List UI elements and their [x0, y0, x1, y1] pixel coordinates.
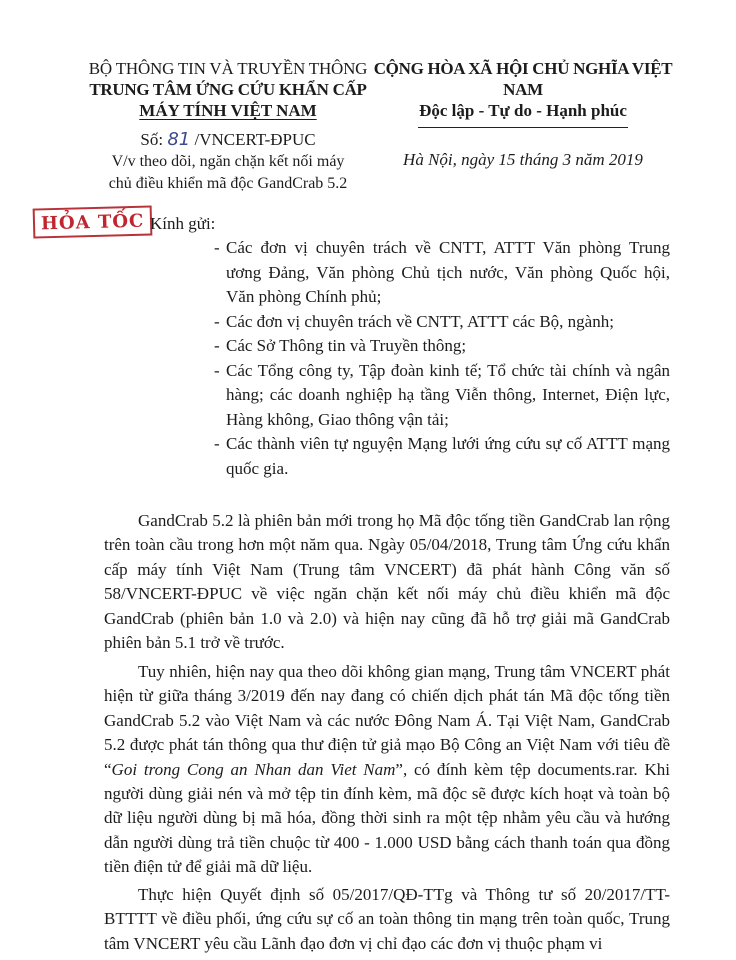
- urgent-stamp: HỎA TỐC: [33, 205, 153, 238]
- recipient-list: [214, 236, 670, 481]
- agency-name-line1: TRUNG TÂM ỨNG CỨU KHẨN CẤP: [89, 80, 367, 99]
- paragraph-3: [104, 883, 670, 956]
- national-motto: Độc lập - Tự do - Hạnh phúc: [419, 101, 627, 120]
- paragraph-2: [104, 660, 670, 880]
- national-header-block: [362, 58, 684, 170]
- issuer-block: [78, 58, 378, 194]
- subject-line-2: chủ điều khiển mã độc GandCrab 5.2: [108, 175, 348, 192]
- email-subject-quote: Goi trong Cong an Nhan dan Viet Nam: [111, 759, 396, 779]
- recipient-item: - Các Tổng công ty, Tập đoàn kinh tế; Tổ chức tài chính và ngân hàng; các doanh nghiệp hạ tầng Viễn thông, Internet, Điện lực, Hàng không, Giao thông vận tải;: [214, 359, 670, 433]
- paragraph-text: [104, 660, 670, 880]
- place-date: Hà Nội, ngày 15 tháng 3 năm 2019: [403, 150, 643, 169]
- doc-number-label: Số:: [140, 130, 164, 149]
- doc-number-suffix: /VNCERT-ĐPUC: [194, 130, 316, 149]
- recipient-item: - Các thành viên tự nguyện Mạng lưới ứng cứu sự cố ATTT mạng quốc gia.: [214, 432, 670, 481]
- paragraph-text-before: Tuy nhiên, hiện nay qua theo dõi không gian mạng, Trung tâm VNCERT phát hiện từ giữa tháng 3/2019 đến nay đang có chiến dịch phát tán Mã độc tống tiền GandCrab 5.2 vào Việt Nam và các nước Đông Nam Á. Tại Việt Nam, GandCrab 5.2 được phát tán thông qua thư điện tử giả mạo Bộ Công an Việt Nam với tiêu đề “: [104, 662, 670, 779]
- greeting: Kính gửi:: [150, 214, 216, 233]
- recipient-item: - Các đơn vị chuyên trách về CNTT, ATTT Văn phòng Trung ương Đảng, Văn phòng Chủ tịch nước, Văn phòng Quốc hội, Văn phòng Chính phủ;: [214, 236, 670, 310]
- recipient-item: - Các đơn vị chuyên trách về CNTT, ATTT các Bộ, ngành;: [214, 310, 670, 335]
- agency-name-line2: MÁY TÍNH VIỆT NAM: [139, 101, 317, 120]
- doc-number-handwritten: 81: [167, 129, 191, 150]
- paragraph-1: [104, 509, 670, 655]
- nation-title: CỘNG HÒA XÃ HỘI CHỦ NGHĨA VIỆT NAM: [373, 59, 673, 99]
- paragraph-text-after: ”, có đính kèm tệp documents.rar. Khi người dùng giải nén và mở tệp tin đính kèm, mã độc sẽ được kích hoạt và toàn bộ dữ liệu người dùng bị mã hóa, đồng thời sinh ra một tệp nhằm yêu cầu và hướng dẫn người dùng trả tiền chuộc từ 400 - 1.000 USD bằng cách thanh toán qua đồng tiền điện tử để giải mã dữ liệu.: [104, 759, 671, 877]
- motto-underline: [418, 127, 628, 128]
- paragraph-text: Thực hiện Quyết định số 05/2017/QĐ-TTg và Thông tư số 20/2017/TT-BTTTT về điều phối, ứng cứu sự cố an toàn thông tin mạng trên toàn quốc, Trung tâm VNCERT yêu cầu Lãnh đạo đơn vị chỉ đạo các đơn vị thuộc phạm vi: [104, 885, 670, 953]
- paragraph-text: GandCrab 5.2 là phiên bản mới trong họ Mã độc tống tiền GandCrab lan rộng trên toàn cầu trong hơn một năm qua. Ngày 05/04/2018, Trung tâm Ứng cứu khẩn cấp máy tính Việt Nam (Trung tâm VNCERT) đã phát hành Công văn số 58/VNCERT-ĐPUC về việc ngăn chặn kết nối máy chủ điều khiển mã độc GandCrab (phiên bản 1.0 và 2.0) và hiện nay cũng đã hỗ trợ giải mã GandCrab phiên bản 5.1 trở về trước.: [104, 511, 670, 653]
- recipient-item: - Các Sở Thông tin và Truyền thông;: [214, 334, 670, 359]
- subject-line-1: V/v theo dõi, ngăn chặn kết nối máy: [111, 153, 345, 170]
- ministry-name: BỘ THÔNG TIN VÀ TRUYỀN THÔNG: [88, 59, 368, 78]
- document-number: [78, 129, 378, 150]
